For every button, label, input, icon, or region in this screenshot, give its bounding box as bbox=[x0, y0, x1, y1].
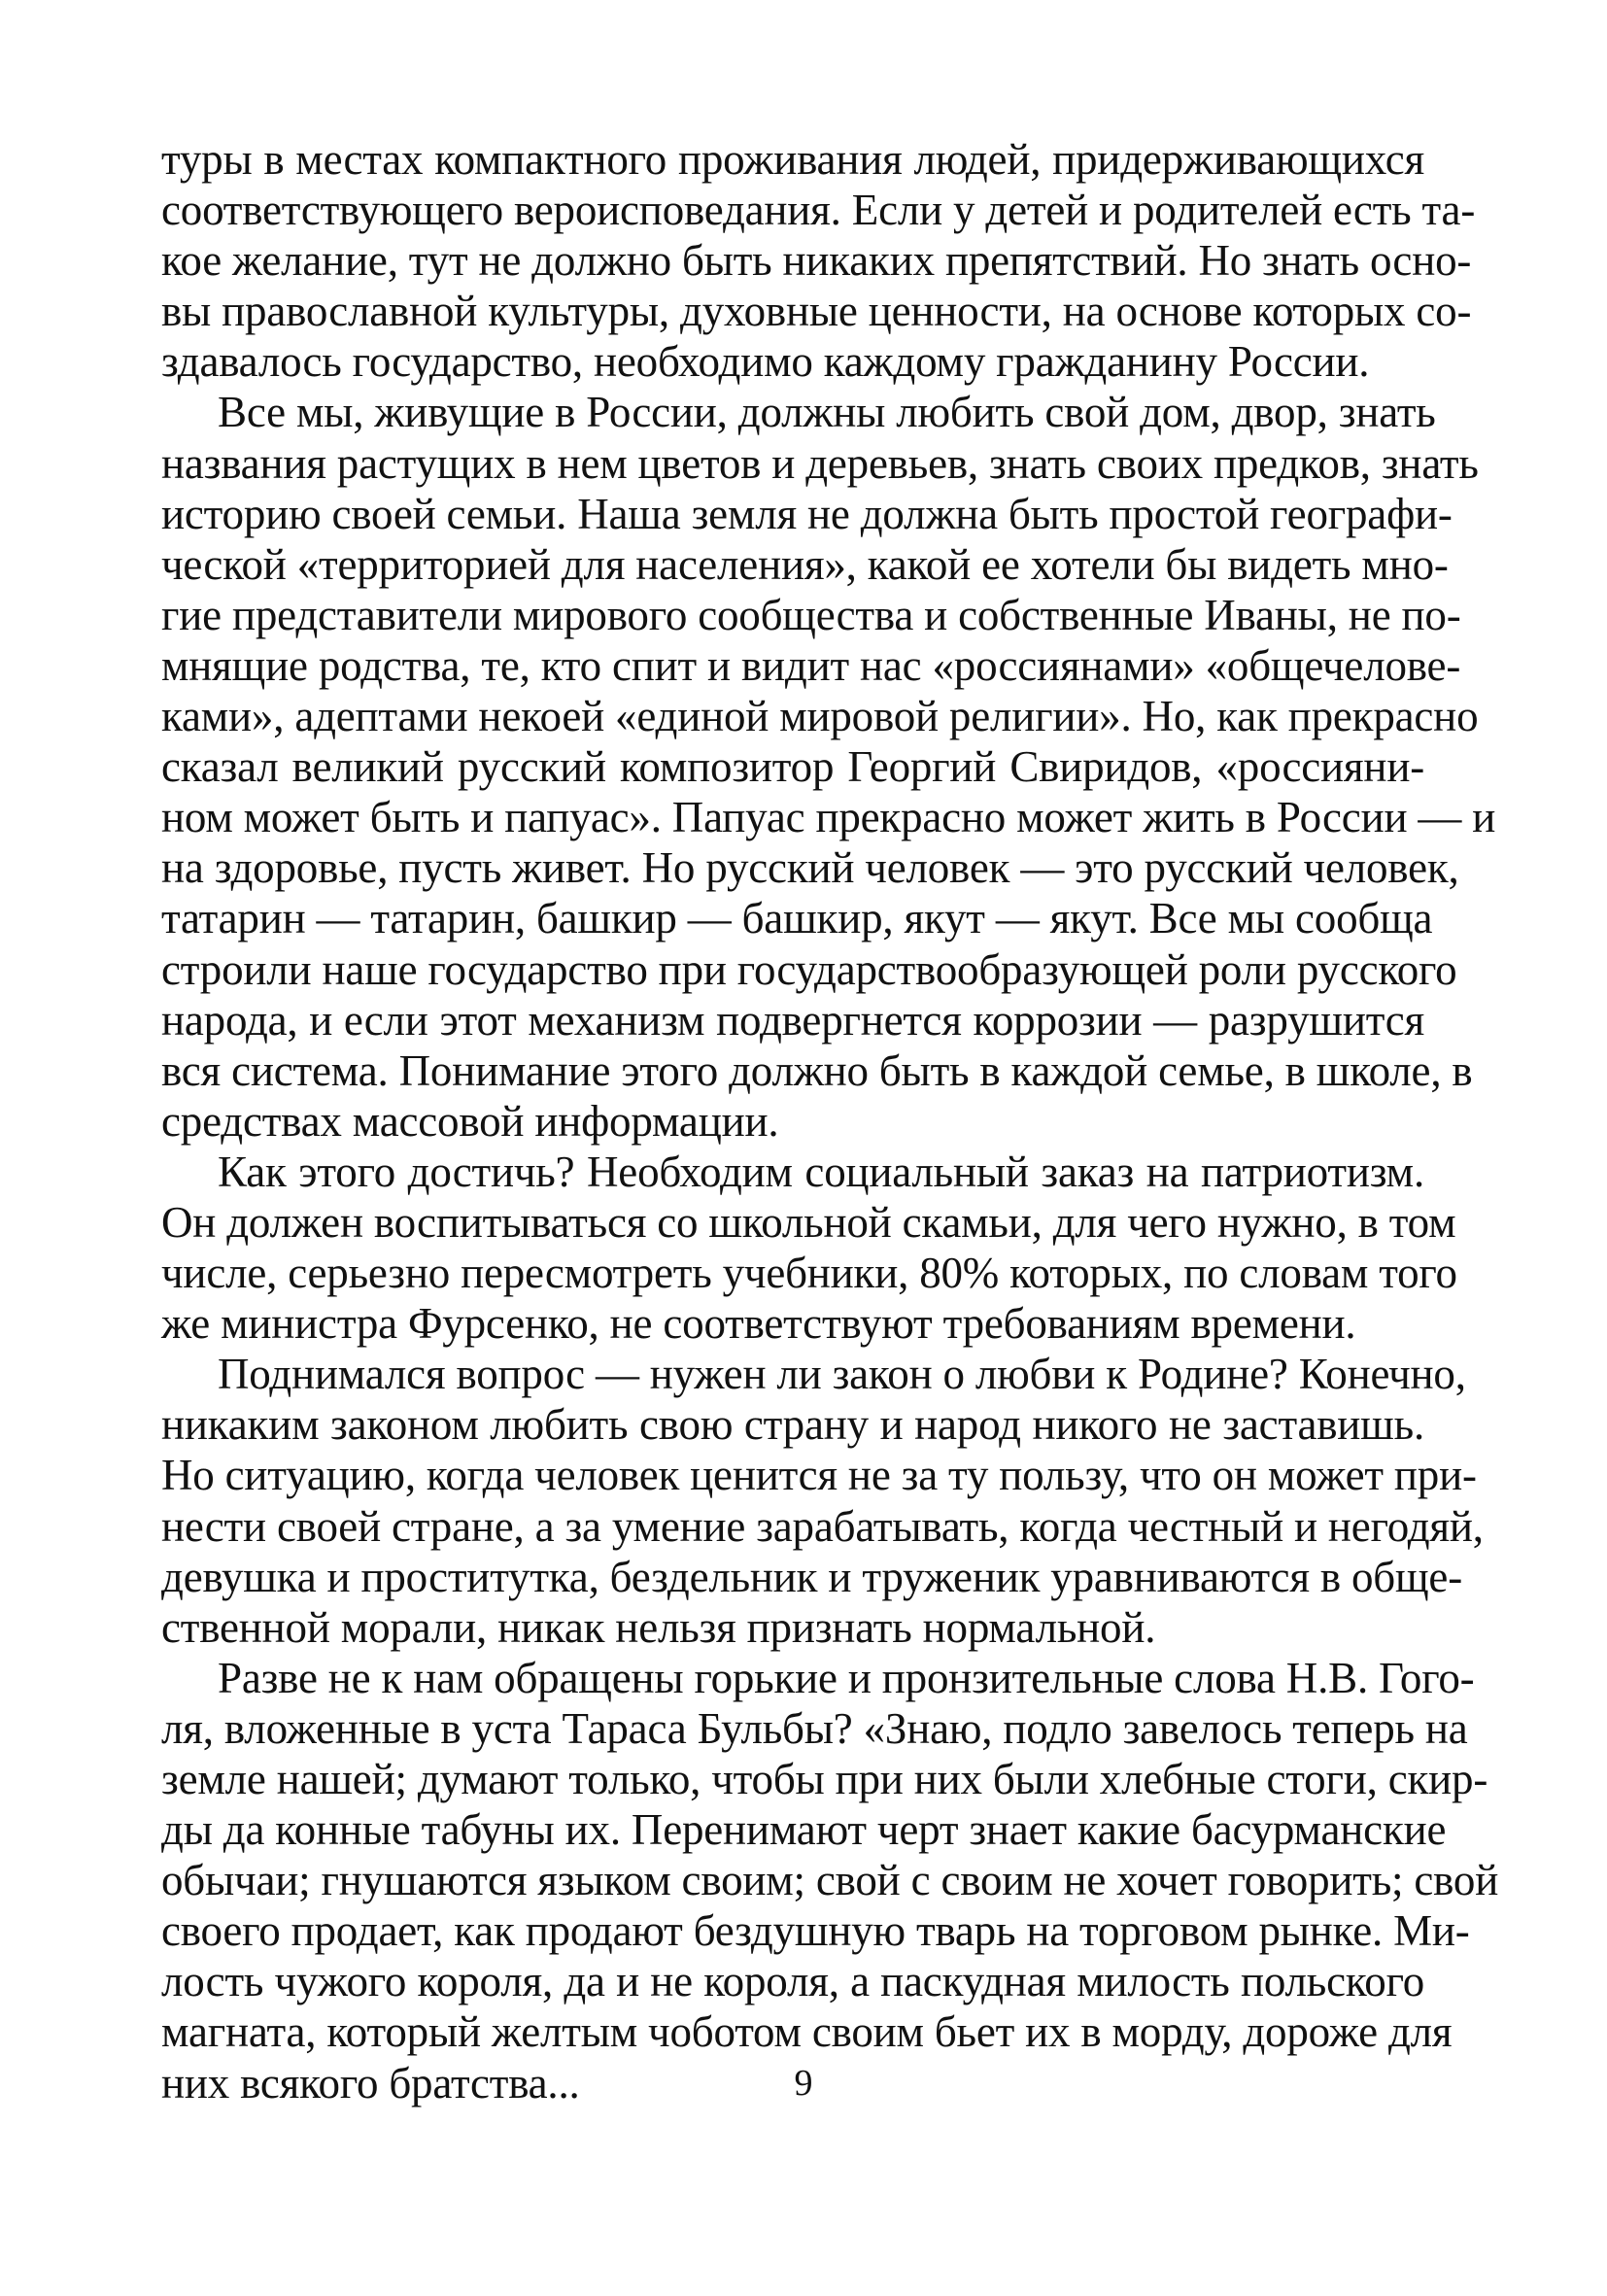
body-text bbox=[161, 134, 1499, 2108]
text-line: туры в местах компактного проживания людей, придерживающихся bbox=[161, 135, 1424, 184]
text-line: вся система. Понимание этого должно быть в каждой семье, в школе, в bbox=[161, 1045, 1473, 1095]
text-line: соответствующего вероисповедания. Если у детей и родителей есть та- bbox=[161, 186, 1476, 235]
text-line: ном может быть и папуас». Папуас прекрасно может жить в России — и bbox=[161, 793, 1496, 842]
text-line: сказал великий русский композитор Георгий Свиридов, «россияни- bbox=[161, 742, 1424, 792]
text-line: девушка и проститутка, бездельник и труженик уравниваются в обще- bbox=[161, 1552, 1462, 1601]
text-line: своего продает, как продают бездушную тварь на торговом рынке. Ми- bbox=[161, 1906, 1470, 1956]
text-line: Он должен воспитываться со школьной скамьи, для чего нужно, в том bbox=[161, 1197, 1456, 1247]
paragraph-first-line: Все мы, живущие в России, должны любить свой дом, двор, знать bbox=[218, 388, 1436, 437]
text-line: гие представители мирового сообщества и собственные Иваны, не по- bbox=[161, 590, 1461, 639]
page-number: 9 bbox=[794, 2063, 813, 2104]
text-line: нести своей стране, а за умение зарабатывать, когда честный и негодяй, bbox=[161, 1501, 1484, 1551]
text-line: числе, серьезно пересмотреть учебники, 80% которых, по словам того bbox=[161, 1249, 1457, 1298]
text-line: же министра Фурсенко, не соответствуют требованиям времени. bbox=[161, 1299, 1356, 1349]
text-line: вы православной культуры, духовные ценности, на основе которых со- bbox=[161, 287, 1472, 336]
text-line: ды да конные табуны их. Перенимают черт знает какие басурманские bbox=[161, 1805, 1447, 1855]
text-line: строили наше государство при государствообразующей роли русского bbox=[161, 944, 1457, 994]
text-line: народа, и если этот механизм подвергнется коррозии — разрушится bbox=[161, 995, 1424, 1045]
text-line: земле нашей; думают только, чтобы при них были хлебные стоги, скир- bbox=[161, 1755, 1488, 1803]
text-line: кое желание, тут не должно быть никаких препятствий. Но знать осно- bbox=[161, 236, 1472, 286]
text-line: магната, который желтым чоботом своим бьет их в морду, дороже для bbox=[161, 2007, 1453, 2057]
text-line: на здоровье, пусть живет. Но русский человек — это русский человек, bbox=[161, 843, 1459, 893]
paragraph-first-line: Разве не к нам обращены горькие и пронзительные слова Н.В. Гого- bbox=[218, 1653, 1475, 1702]
text-line: историю своей семьи. Наша земля не должна быть простой географи- bbox=[161, 489, 1453, 538]
text-line: ля, вложенные в уста Тараса Бульбы? «Знаю, подло завелось теперь на bbox=[161, 1703, 1468, 1753]
text-line: ческой «территорией для населения», какой ее хотели бы видеть мно- bbox=[161, 539, 1449, 589]
text-line: здавалось государство, необходимо каждому гражданину России. bbox=[161, 337, 1370, 387]
text-line: ками», адептами некоей «единой мировой религии». Но, как прекрасно bbox=[161, 692, 1479, 741]
text-line: Но ситуацию, когда человек ценится не за ту пользу, что он может при- bbox=[161, 1451, 1477, 1500]
text-line: средствах массовой информации. bbox=[161, 1096, 779, 1146]
paragraph-first-line: Поднимался вопрос — нужен ли закон о любви к Родине? Конечно, bbox=[218, 1350, 1466, 1399]
text-line: лость чужого короля, да и не короля, а паскудная милость польского bbox=[161, 1957, 1424, 2006]
text-line: обычаи; гнушаются языком своим; свой с своим не хочет говорить; свой bbox=[161, 1856, 1499, 1905]
text-line: них всякого братства... bbox=[161, 2058, 580, 2108]
text-line: мнящие родства, те, кто спит и видит нас «россиянами» «общечелове- bbox=[161, 640, 1461, 690]
text-line: названия растущих в нем цветов и деревьев, знать своих предков, знать bbox=[161, 438, 1479, 488]
paragraph-first-line: Как этого достичь? Необходим социальный заказ на патриотизм. bbox=[218, 1147, 1424, 1196]
text-line: ственной морали, никак нельзя признать нормальной. bbox=[161, 1602, 1156, 1652]
text-line: татарин — татарин, башкир — башкир, якут — якут. Все мы сообща bbox=[161, 894, 1433, 943]
text-line: никаким законом любить свою страну и народ никого не заставишь. bbox=[161, 1400, 1424, 1450]
